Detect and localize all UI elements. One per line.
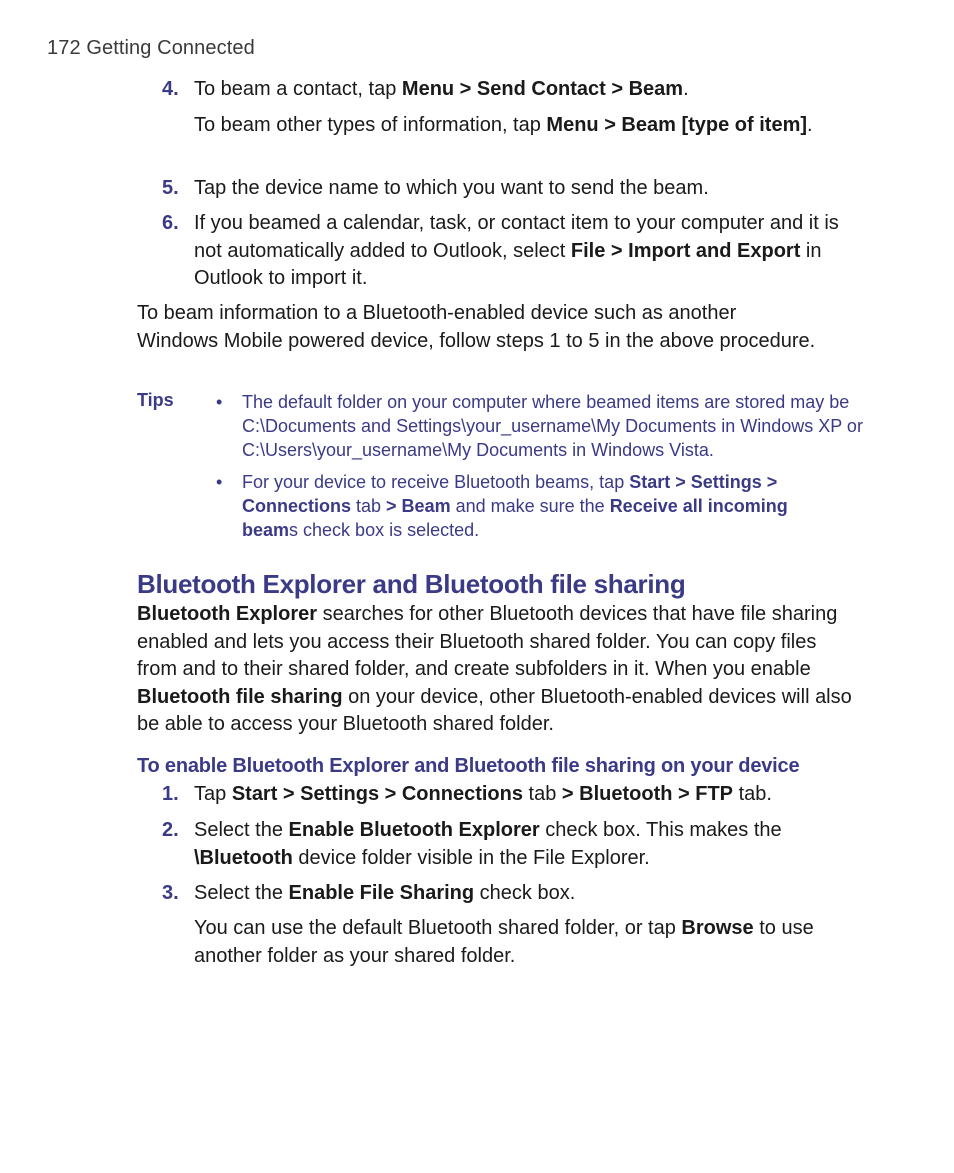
bluetooth-beam-paragraph: To beam information to a Bluetooth-enabled device such as another Windows Mobile powered device, follow steps 1 to 5 in the above procedure.: [137, 302, 816, 352]
text-run: to use another folder as your shared folder.: [194, 917, 814, 967]
bold-run: Receive all incoming beam: [242, 496, 788, 540]
text-run: searches for other Bluetooth devices that have file sharing enabled and lets you access their Bluetooth shared folder. You can copy files from and to their shared folder, and create subfolders in it. When you enable: [137, 603, 838, 680]
text-run: .: [683, 78, 689, 100]
step-note-text: [194, 915, 862, 970]
step-text: [194, 781, 862, 809]
text-run: and make sure the: [450, 496, 610, 516]
bullet-icon: •: [216, 472, 223, 492]
bold-run: Menu > Beam [type of item]: [546, 114, 808, 136]
text-run: If you beamed a calendar, task, or contact item to your computer and it is not automatically added to Outlook, select: [194, 212, 839, 262]
step-number: 6.: [162, 212, 179, 234]
bold-run: Bluetooth file sharing: [137, 685, 343, 708]
bold-run: Start > Settings > Connections: [242, 472, 778, 516]
text-run: Select the: [194, 819, 289, 841]
procedure-heading: To enable Bluetooth Explorer and Bluetooth file sharing on your device: [137, 755, 800, 777]
tip-text: [242, 390, 866, 462]
text-run: tab.: [733, 783, 772, 805]
text-run: tab: [351, 496, 387, 516]
text-run: Select the: [194, 882, 289, 904]
tips-label: Tips: [137, 390, 174, 410]
step-number: 5.: [162, 177, 179, 199]
text-run: To beam other types of information, tap: [194, 114, 547, 136]
section-heading: Bluetooth Explorer and Bluetooth file sharing: [137, 569, 686, 599]
running-head: 172 Getting Connected: [47, 37, 255, 59]
section-intro: [137, 601, 852, 739]
step-text: [194, 76, 862, 104]
bold-run: Enable File Sharing: [288, 882, 475, 904]
text-run: check box.: [474, 882, 576, 904]
text-run: tab: [522, 783, 562, 805]
bullet-icon: •: [216, 392, 223, 412]
text-run: on your device, other Bluetooth-enabled devices will also be able to access your Bluetooth shared folder.: [137, 685, 852, 735]
bold-run: > Bluetooth > FTP: [561, 783, 734, 805]
bold-run: Enable Bluetooth Explorer: [288, 819, 540, 841]
bold-run: \Bluetooth: [194, 846, 293, 869]
step-number: 4.: [162, 78, 179, 100]
step-text: [194, 175, 862, 203]
step-text: [194, 880, 862, 908]
step-text: [194, 210, 854, 293]
text-run: The default folder on your computer where beamed items are stored may be C:\Documents and Settings\your_username\My Documents in Windows XP or C:\Users\your_username\My Documents in Windows Vista.: [242, 392, 863, 460]
text-run: Tap the device name to which you want to send the beam.: [194, 177, 709, 199]
bold-run: Start > Settings > Connections: [231, 783, 523, 805]
step-note-text: [194, 112, 834, 140]
bold-run: Browse: [681, 917, 754, 939]
text-run: s check box is selected.: [289, 520, 480, 540]
text-run: You can use the default Bluetooth shared folder, or tap: [194, 917, 682, 939]
bold-run: > Beam: [386, 496, 451, 516]
text-run: .: [807, 114, 813, 136]
tip-text: [242, 470, 832, 542]
step-number: 2.: [162, 819, 179, 841]
bold-run: Menu > Send Contact > Beam: [401, 78, 684, 100]
text-run: Tap: [194, 783, 232, 805]
text-run: device folder visible in the File Explorer.: [292, 846, 650, 869]
bold-run: File > Import and Export: [570, 239, 801, 262]
text-run: check box. This makes the: [539, 819, 782, 841]
step-text: [194, 817, 834, 872]
step-number: 1.: [162, 783, 179, 805]
bold-run: Bluetooth Explorer: [137, 603, 318, 625]
text-run: For your device to receive Bluetooth beams, tap: [242, 472, 630, 492]
text-run: in Outlook to import it.: [194, 239, 822, 289]
text-run: To beam a contact, tap: [194, 78, 402, 100]
step-number: 3.: [162, 882, 179, 904]
